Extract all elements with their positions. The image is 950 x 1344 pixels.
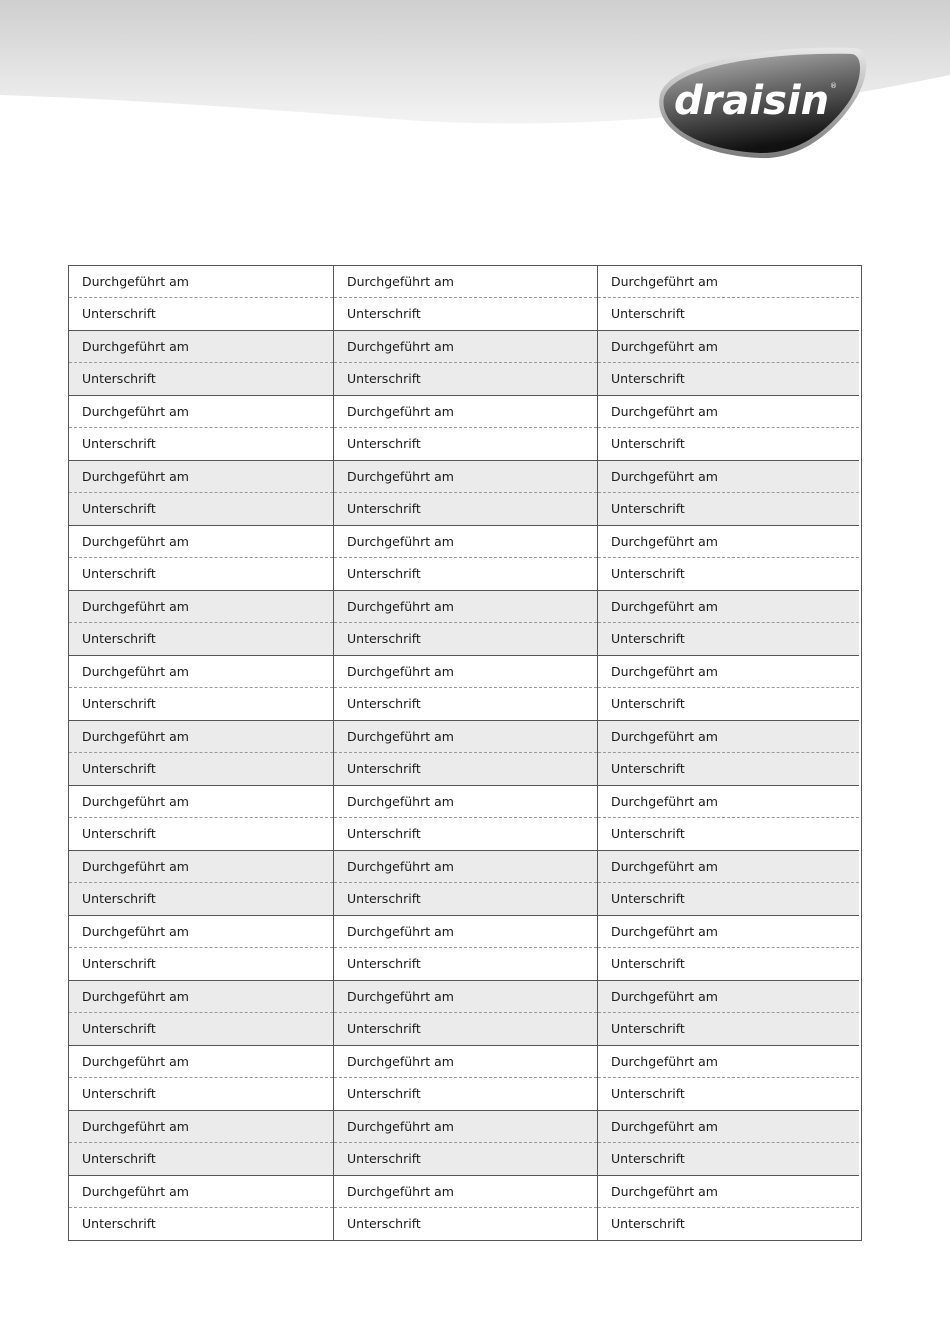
signature-field[interactable]: Unterschrift <box>347 1086 421 1101</box>
date-field[interactable]: Durchgeführt am <box>334 721 597 753</box>
service-entry <box>598 590 859 655</box>
service-entry <box>69 915 333 980</box>
service-entry <box>598 850 859 915</box>
date-field[interactable]: Durchgeführt am <box>598 656 859 688</box>
service-entry <box>69 1045 333 1110</box>
date-field[interactable]: Durchgeführt am <box>334 591 597 623</box>
date-field[interactable]: Durchgeführt am <box>69 1111 333 1143</box>
signature-column <box>333 266 597 1240</box>
date-field[interactable]: Durchgeführt am <box>598 461 859 493</box>
service-entry <box>69 850 333 915</box>
service-entry <box>598 655 859 720</box>
signature-field[interactable]: Unterschrift <box>334 1013 597 1045</box>
date-field[interactable]: Durchgeführt am <box>598 1046 859 1078</box>
signature-field[interactable]: Unterschrift <box>347 826 421 841</box>
signature-field[interactable]: Unterschrift <box>82 956 156 971</box>
date-field[interactable]: Durchgeführt am <box>334 1176 597 1208</box>
service-entry <box>598 1175 859 1240</box>
service-entry <box>598 525 859 590</box>
date-field[interactable]: Durchgeführt am <box>69 526 333 558</box>
signature-field[interactable]: Unterschrift <box>69 363 333 395</box>
signature-field[interactable]: Unterschrift <box>334 883 597 915</box>
date-field[interactable]: Durchgeführt am <box>598 591 859 623</box>
service-entry <box>598 980 859 1045</box>
service-entry <box>598 720 859 785</box>
signature-field[interactable]: Unterschrift <box>334 1143 597 1175</box>
date-field[interactable]: Durchgeführt am <box>69 851 333 883</box>
signature-field[interactable]: Unterschrift <box>347 1216 421 1231</box>
signature-column <box>597 266 859 1240</box>
signature-field[interactable]: Unterschrift <box>69 1013 333 1045</box>
signature-field[interactable]: Unterschrift <box>334 493 597 525</box>
signature-field[interactable]: Unterschrift <box>598 493 859 525</box>
logo-wordmark: draisin <box>674 78 830 124</box>
signature-field[interactable]: Unterschrift <box>334 623 597 655</box>
signature-field[interactable]: Unterschrift <box>69 493 333 525</box>
service-entry <box>69 525 333 590</box>
date-field[interactable]: Durchgeführt am <box>334 396 597 428</box>
signature-field[interactable]: Unterschrift <box>598 1143 859 1175</box>
date-field[interactable]: Durchgeführt am <box>69 981 333 1013</box>
date-field[interactable]: Durchgeführt am <box>598 981 859 1013</box>
date-field[interactable]: Durchgeführt am <box>334 916 597 948</box>
signature-field[interactable]: Unterschrift <box>334 363 597 395</box>
date-field[interactable]: Durchgeführt am <box>69 786 333 818</box>
service-entry <box>69 460 333 525</box>
date-field[interactable]: Durchgeführt am <box>334 331 597 363</box>
date-field[interactable]: Durchgeführt am <box>598 1176 859 1208</box>
service-entry <box>69 266 333 330</box>
signature-field[interactable]: Unterschrift <box>82 696 156 711</box>
date-field[interactable]: Durchgeführt am <box>334 1111 597 1143</box>
signature-field[interactable]: Unterschrift <box>598 753 859 785</box>
signature-field[interactable]: Unterschrift <box>347 436 421 451</box>
date-field[interactable]: Durchgeführt am <box>598 786 859 818</box>
service-entry <box>334 915 597 980</box>
date-field[interactable]: Durchgeführt am <box>69 396 333 428</box>
signature-field[interactable]: Unterschrift <box>598 883 859 915</box>
date-field[interactable]: Durchgeführt am <box>334 981 597 1013</box>
signature-field[interactable]: Unterschrift <box>82 1086 156 1101</box>
service-entry <box>69 1110 333 1175</box>
date-field[interactable]: Durchgeführt am <box>598 526 859 558</box>
signature-field[interactable]: Unterschrift <box>611 956 685 971</box>
signature-field[interactable]: Unterschrift <box>69 753 333 785</box>
date-field[interactable]: Durchgeführt am <box>598 851 859 883</box>
date-field[interactable]: Durchgeführt am <box>598 721 859 753</box>
service-entry <box>69 330 333 395</box>
service-entry <box>334 460 597 525</box>
service-entry <box>69 1175 333 1240</box>
date-field[interactable]: Durchgeführt am <box>334 851 597 883</box>
service-entry <box>334 266 597 330</box>
signature-field[interactable]: Unterschrift <box>334 753 597 785</box>
service-entry <box>334 785 597 850</box>
service-entry <box>69 980 333 1045</box>
date-field[interactable]: Durchgeführt am <box>69 266 333 298</box>
date-field[interactable]: Durchgeführt am <box>334 526 597 558</box>
service-entry <box>334 850 597 915</box>
signature-field[interactable]: Unterschrift <box>82 1216 156 1231</box>
signature-field[interactable]: Unterschrift <box>598 1013 859 1045</box>
date-field[interactable]: Durchgeführt am <box>598 266 859 298</box>
signature-field[interactable]: Unterschrift <box>82 566 156 581</box>
date-field[interactable]: Durchgeführt am <box>69 331 333 363</box>
service-entry <box>334 980 597 1045</box>
date-field[interactable]: Durchgeführt am <box>598 396 859 428</box>
date-field[interactable]: Durchgeführt am <box>69 721 333 753</box>
service-entry <box>598 1110 859 1175</box>
service-entry <box>598 460 859 525</box>
service-entry <box>69 395 333 460</box>
date-field[interactable]: Durchgeführt am <box>69 656 333 688</box>
service-entry <box>69 785 333 850</box>
signature-field[interactable]: Unterschrift <box>82 826 156 841</box>
signature-field[interactable]: Unterschrift <box>611 1216 685 1231</box>
service-entry <box>334 590 597 655</box>
service-entry <box>334 395 597 460</box>
signature-field[interactable]: Unterschrift <box>611 826 685 841</box>
signature-column <box>69 266 333 1240</box>
signature-field[interactable]: Unterschrift <box>82 306 156 321</box>
signature-field[interactable]: Unterschrift <box>69 623 333 655</box>
service-entry <box>598 330 859 395</box>
maintenance-signature-grid <box>68 265 862 1241</box>
signature-field[interactable]: Unterschrift <box>347 696 421 711</box>
service-entry <box>598 785 859 850</box>
date-field[interactable]: Durchgeführt am <box>69 1046 333 1078</box>
signature-field[interactable]: Unterschrift <box>347 306 421 321</box>
signature-field[interactable]: Unterschrift <box>611 1086 685 1101</box>
signature-field[interactable]: Unterschrift <box>611 436 685 451</box>
service-entry <box>598 266 859 330</box>
signature-field[interactable]: Unterschrift <box>82 436 156 451</box>
signature-field[interactable]: Unterschrift <box>69 1143 333 1175</box>
signature-field[interactable]: Unterschrift <box>347 566 421 581</box>
date-field[interactable]: Durchgeführt am <box>69 1176 333 1208</box>
signature-field[interactable]: Unterschrift <box>611 696 685 711</box>
service-entry <box>334 1175 597 1240</box>
date-field[interactable]: Durchgeführt am <box>69 916 333 948</box>
date-field[interactable]: Durchgeführt am <box>334 266 597 298</box>
service-entry <box>334 1110 597 1175</box>
signature-field[interactable]: Unterschrift <box>69 883 333 915</box>
date-field[interactable]: Durchgeführt am <box>598 331 859 363</box>
date-field[interactable]: Durchgeführt am <box>334 656 597 688</box>
service-entry <box>69 655 333 720</box>
service-entry <box>69 720 333 785</box>
signature-field[interactable]: Unterschrift <box>347 956 421 971</box>
service-entry <box>334 655 597 720</box>
service-entry <box>334 720 597 785</box>
date-field[interactable]: Durchgeführt am <box>598 1111 859 1143</box>
signature-field[interactable]: Unterschrift <box>598 363 859 395</box>
date-field[interactable]: Durchgeführt am <box>69 461 333 493</box>
date-field[interactable]: Durchgeführt am <box>598 916 859 948</box>
date-field[interactable]: Durchgeführt am <box>69 591 333 623</box>
service-entry <box>334 525 597 590</box>
signature-field[interactable]: Unterschrift <box>598 623 859 655</box>
service-entry <box>334 330 597 395</box>
date-field[interactable]: Durchgeführt am <box>334 786 597 818</box>
date-field[interactable]: Durchgeführt am <box>334 461 597 493</box>
registered-mark: ® <box>830 82 837 90</box>
service-entry <box>69 590 333 655</box>
service-entry <box>598 915 859 980</box>
service-entry <box>598 395 859 460</box>
service-entry <box>598 1045 859 1110</box>
service-entry <box>334 1045 597 1110</box>
draisin-logo <box>650 40 870 165</box>
date-field[interactable]: Durchgeführt am <box>334 1046 597 1078</box>
signature-field[interactable]: Unterschrift <box>611 306 685 321</box>
signature-field[interactable]: Unterschrift <box>611 566 685 581</box>
